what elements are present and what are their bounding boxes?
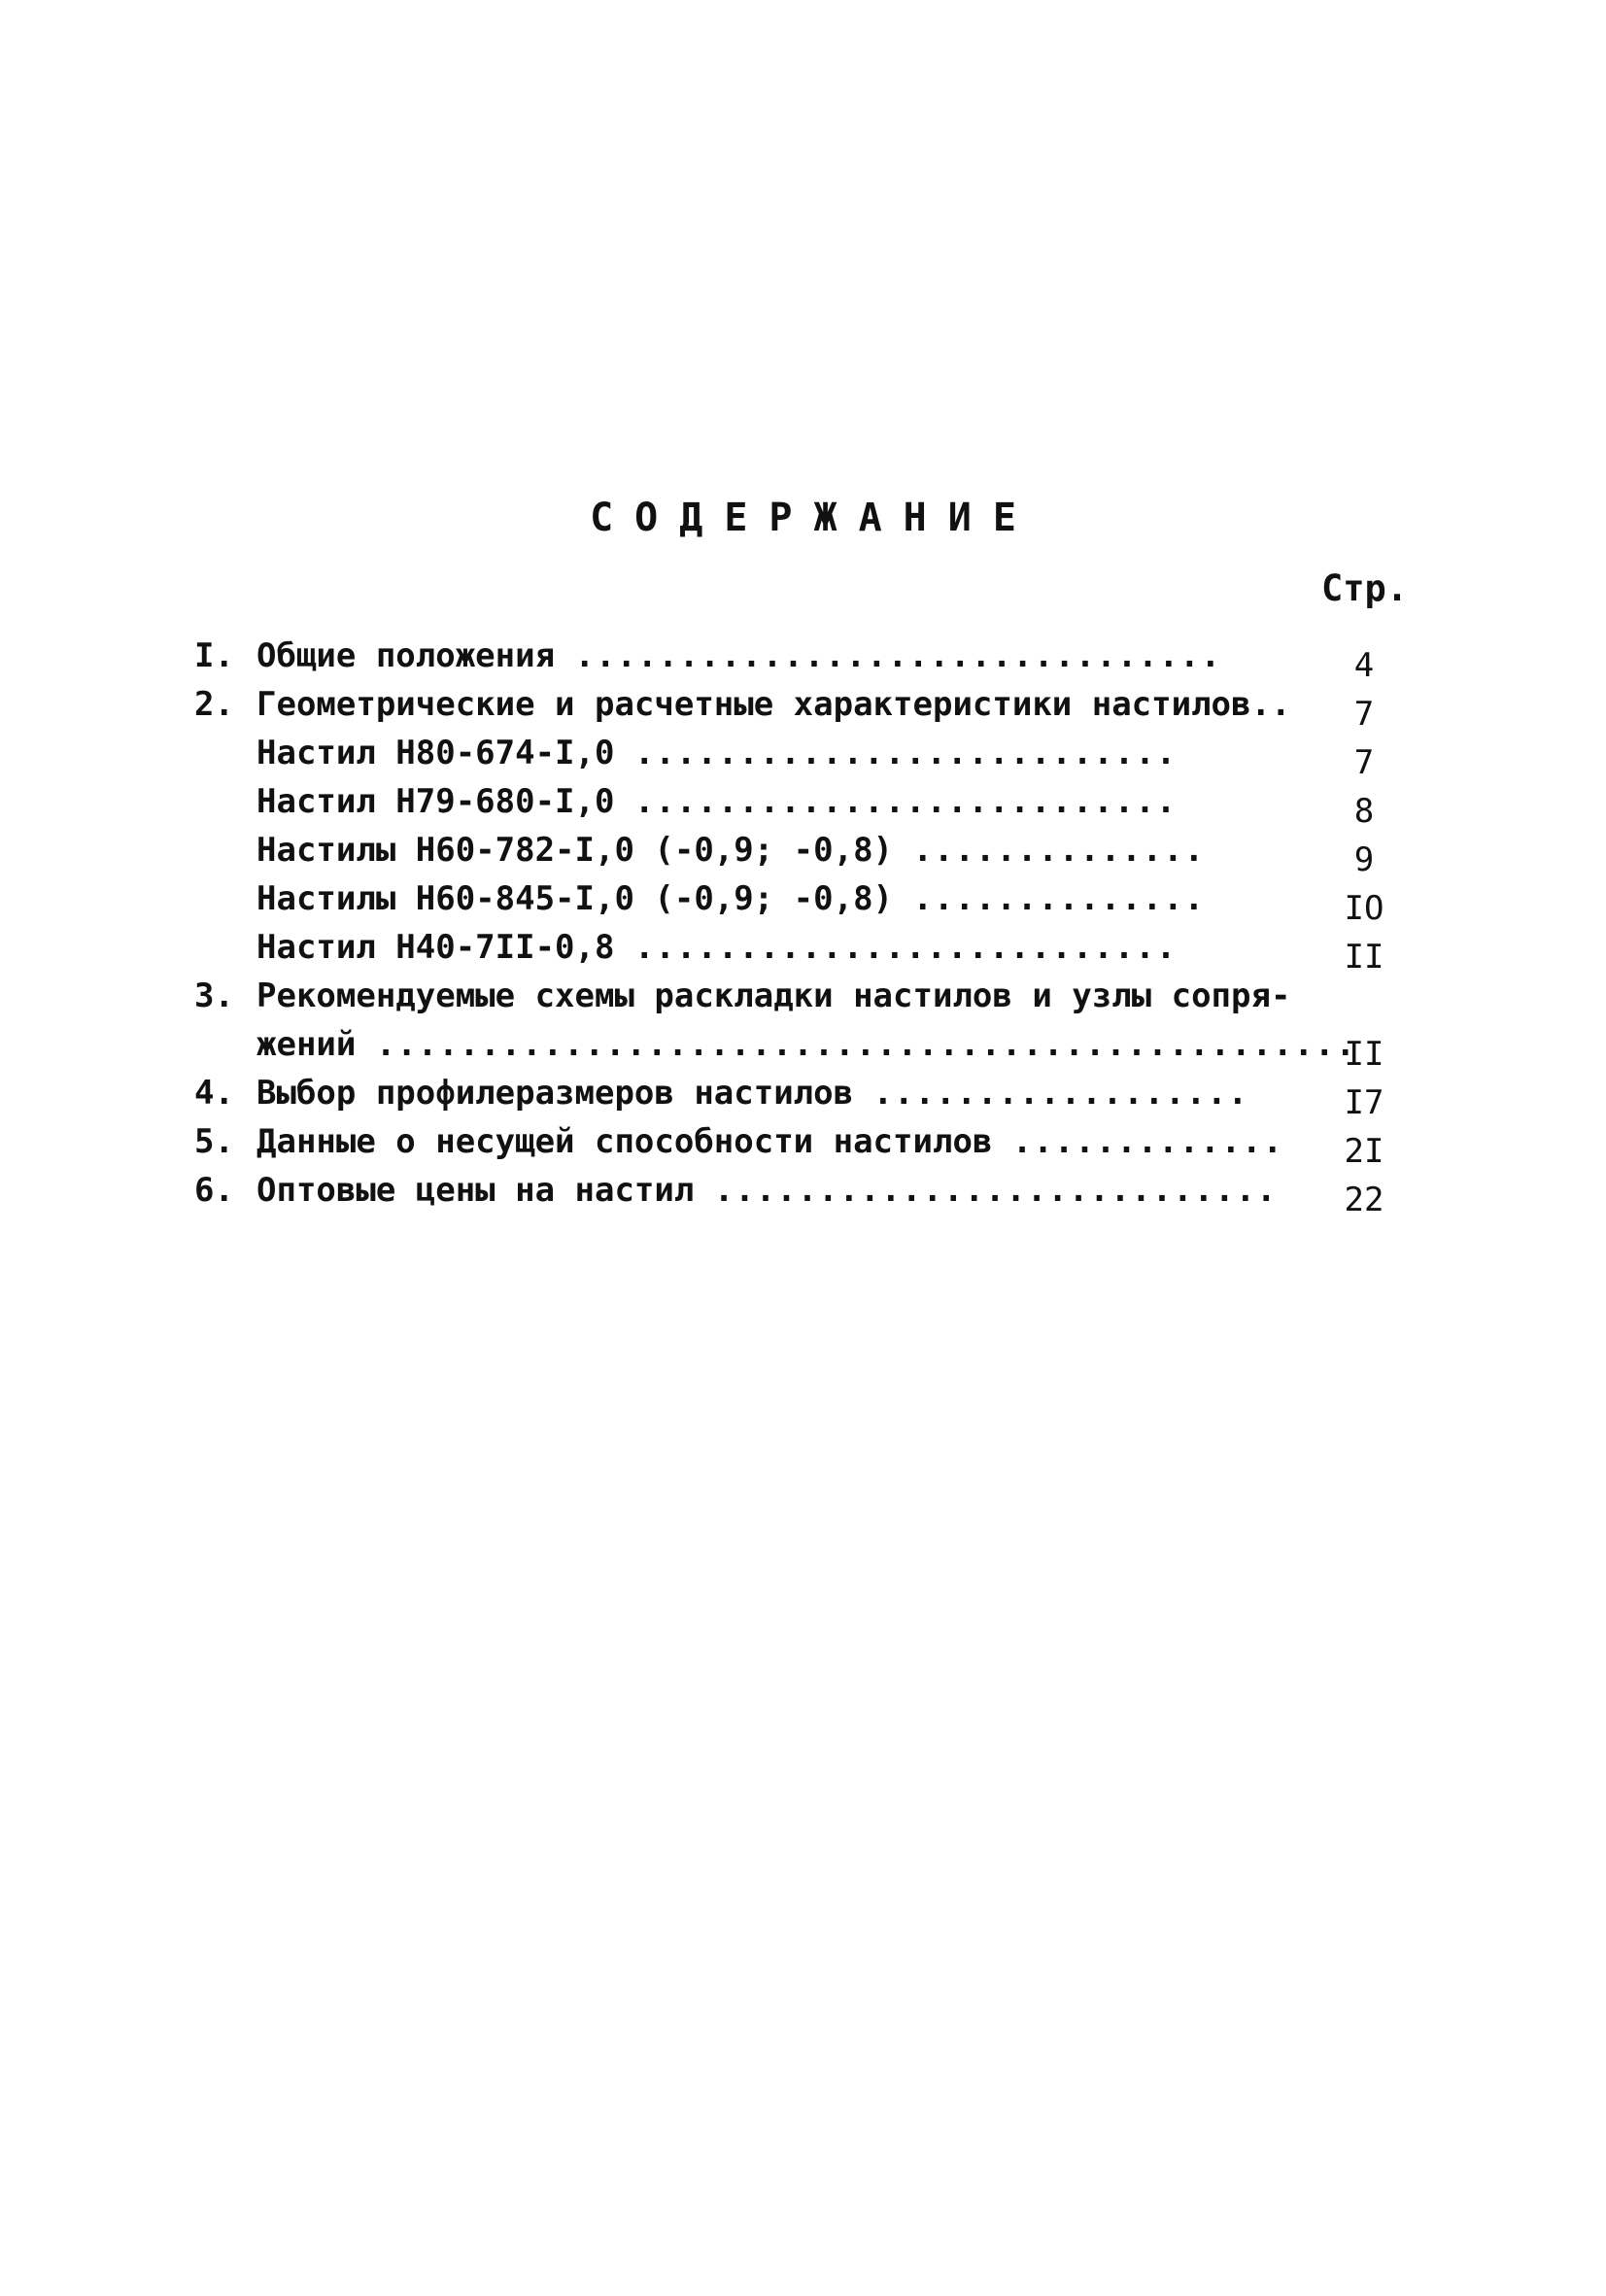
- toc-subentry-1: [194, 729, 1399, 782]
- toc-page-number: 7: [1353, 743, 1375, 782]
- toc-title: Настил Н40-7II-0,8 ..........................: [256, 928, 1178, 967]
- page-title: СОДЕРЖАНИЕ: [590, 496, 1038, 540]
- leader-dots: ..................: [872, 1074, 1249, 1113]
- toc-page-number: II: [1344, 938, 1384, 977]
- toc-number: 6.: [194, 1171, 234, 1210]
- leader-dots: ..........................: [633, 734, 1178, 772]
- leader-dots: ..............: [912, 831, 1206, 870]
- toc-page-number: II: [1344, 1035, 1384, 1074]
- toc-title: Данные о несущей способности настилов .............: [256, 1122, 1283, 1161]
- toc-title: Настил Н79-680-I,0 ..........................: [256, 782, 1178, 821]
- toc-entry-4: [194, 1069, 1399, 1122]
- toc-entry-3: [194, 972, 1399, 1074]
- leader-dots: ..............: [912, 879, 1206, 918]
- toc-title: Настил Н80-674-I,0 ..........................: [256, 734, 1178, 772]
- leader-dots: ..........................: [633, 928, 1178, 967]
- toc-page-number: I7: [1344, 1083, 1384, 1122]
- toc-entry-6: [194, 1166, 1399, 1219]
- toc-number: 3.: [194, 977, 234, 1015]
- toc-number: 2.: [194, 685, 234, 724]
- leader-dots: .............: [1011, 1122, 1283, 1161]
- leader-dots: ...........................: [713, 1171, 1278, 1210]
- toc-page-number: IO: [1344, 889, 1384, 928]
- toc-title: Оптовые цены на настил ...........................: [256, 1171, 1278, 1210]
- toc-title: Рекомендуемые схемы раскладки настилов и узлы сопря-: [256, 977, 1291, 1015]
- toc-page-number: 9: [1353, 840, 1375, 879]
- toc-number: 4.: [194, 1074, 234, 1113]
- toc-title: Настилы Н60-845-I,0 (-0,9; -0,8) ..............: [256, 879, 1206, 918]
- toc-page-number: 4: [1353, 646, 1375, 685]
- leader-dots: ...............................................: [375, 1025, 1356, 1064]
- leader-dots: ..........................: [633, 782, 1178, 821]
- toc-page-number: 8: [1353, 792, 1375, 831]
- table-of-contents: [194, 632, 1399, 1219]
- toc-page-number: 2I: [1344, 1132, 1384, 1171]
- toc-title: Геометрические и расчетные характеристики настилов..: [256, 685, 1291, 724]
- toc-number: 5.: [194, 1122, 234, 1161]
- toc-entry-5: [194, 1117, 1399, 1171]
- toc-title: Выбор профилеразмеров настилов ..................: [256, 1074, 1249, 1113]
- toc-entry-1: [194, 632, 1399, 685]
- leader-dots: ...............................: [574, 636, 1222, 675]
- toc-subentry-4: [194, 874, 1399, 928]
- toc-page-number: 7: [1353, 695, 1375, 734]
- toc-subentry-5: [194, 923, 1399, 977]
- toc-title: Общие положения ...............................: [256, 636, 1222, 675]
- toc-title: Настилы Н60-782-I,0 (-0,9; -0,8) ..............: [256, 831, 1206, 870]
- toc-entry-2: [194, 680, 1399, 734]
- toc-subentry-3: [194, 826, 1399, 879]
- toc-title-continuation: жений ...............................................: [256, 1025, 1356, 1064]
- toc-number: I.: [194, 636, 234, 675]
- toc-page-number: 22: [1344, 1181, 1384, 1219]
- toc-subentry-2: [194, 777, 1399, 831]
- page-column-header: Стр.: [1321, 567, 1409, 609]
